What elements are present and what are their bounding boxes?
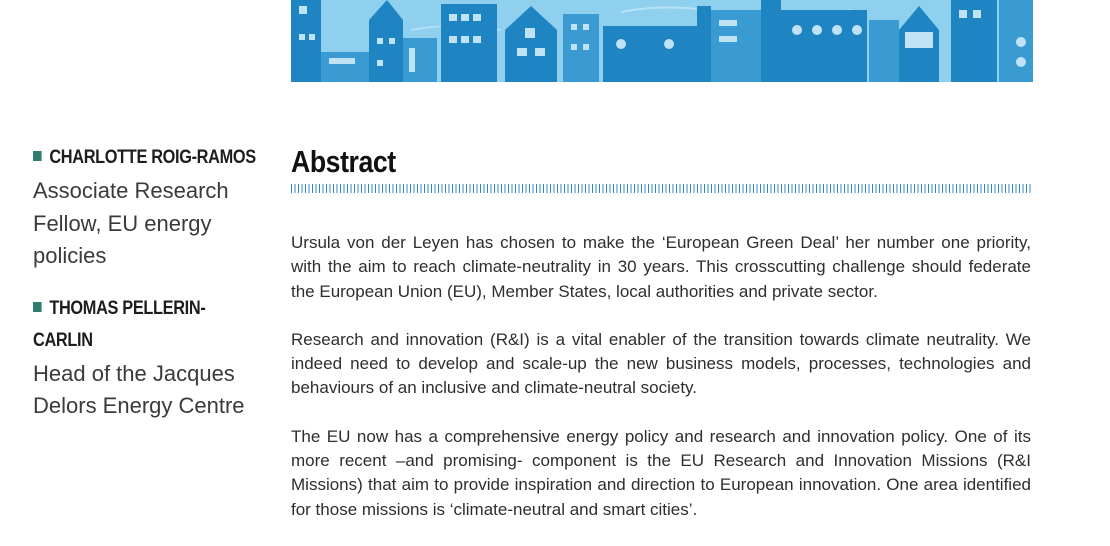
abstract-paragraph: The EU now has a comprehensive energy policy and research and innovation policy. One of its more recent –and promising- component is the EU Research and Innovation Missions (R&I Missions) that aim to provide inspiration and direction to European innovation. One area identified for those missions is ‘climate-neutral and smart cities’. (291, 426, 1031, 519)
author-name-text: THOMAS PELLERIN-CARLIN (33, 297, 206, 351)
heading-divider (291, 184, 1031, 193)
author-name (33, 293, 248, 357)
author-entry (33, 142, 273, 273)
abstract-paragraph: Research and innovation (R&I) is a vital enabler of the transition towards climate neutrality. We indeed need to develop and scale-up the new business models, processes, technologies and behaviours of an inclusive and climate-neutral society. (291, 329, 1031, 398)
abstract-paragraph: Ursula von der Leyen has chosen to make the ‘European Green Deal’ her number one priority, with the aim to reach climate-neutrality in 30 years. This crosscutting challenge should federate the European Union (EU), Member States, local authorities and private sector. (291, 233, 1031, 301)
abstract-heading: Abstract (291, 144, 396, 179)
abstract-section (291, 142, 1031, 546)
author-role: Associate Research Fellow, EU energy policies (33, 178, 229, 268)
square-bullet-icon (33, 151, 42, 161)
square-bullet-icon (33, 302, 42, 312)
author-role: Head of the Jacques Delors Energy Centre (33, 360, 245, 418)
city-skyline-illustration (291, 0, 1033, 82)
city-skyline-banner (291, 0, 1033, 82)
author-entry (33, 293, 273, 423)
authors-column (33, 142, 273, 443)
author-name (33, 142, 256, 174)
author-name-text: CHARLOTTE ROIG-RAMOS (49, 147, 256, 168)
